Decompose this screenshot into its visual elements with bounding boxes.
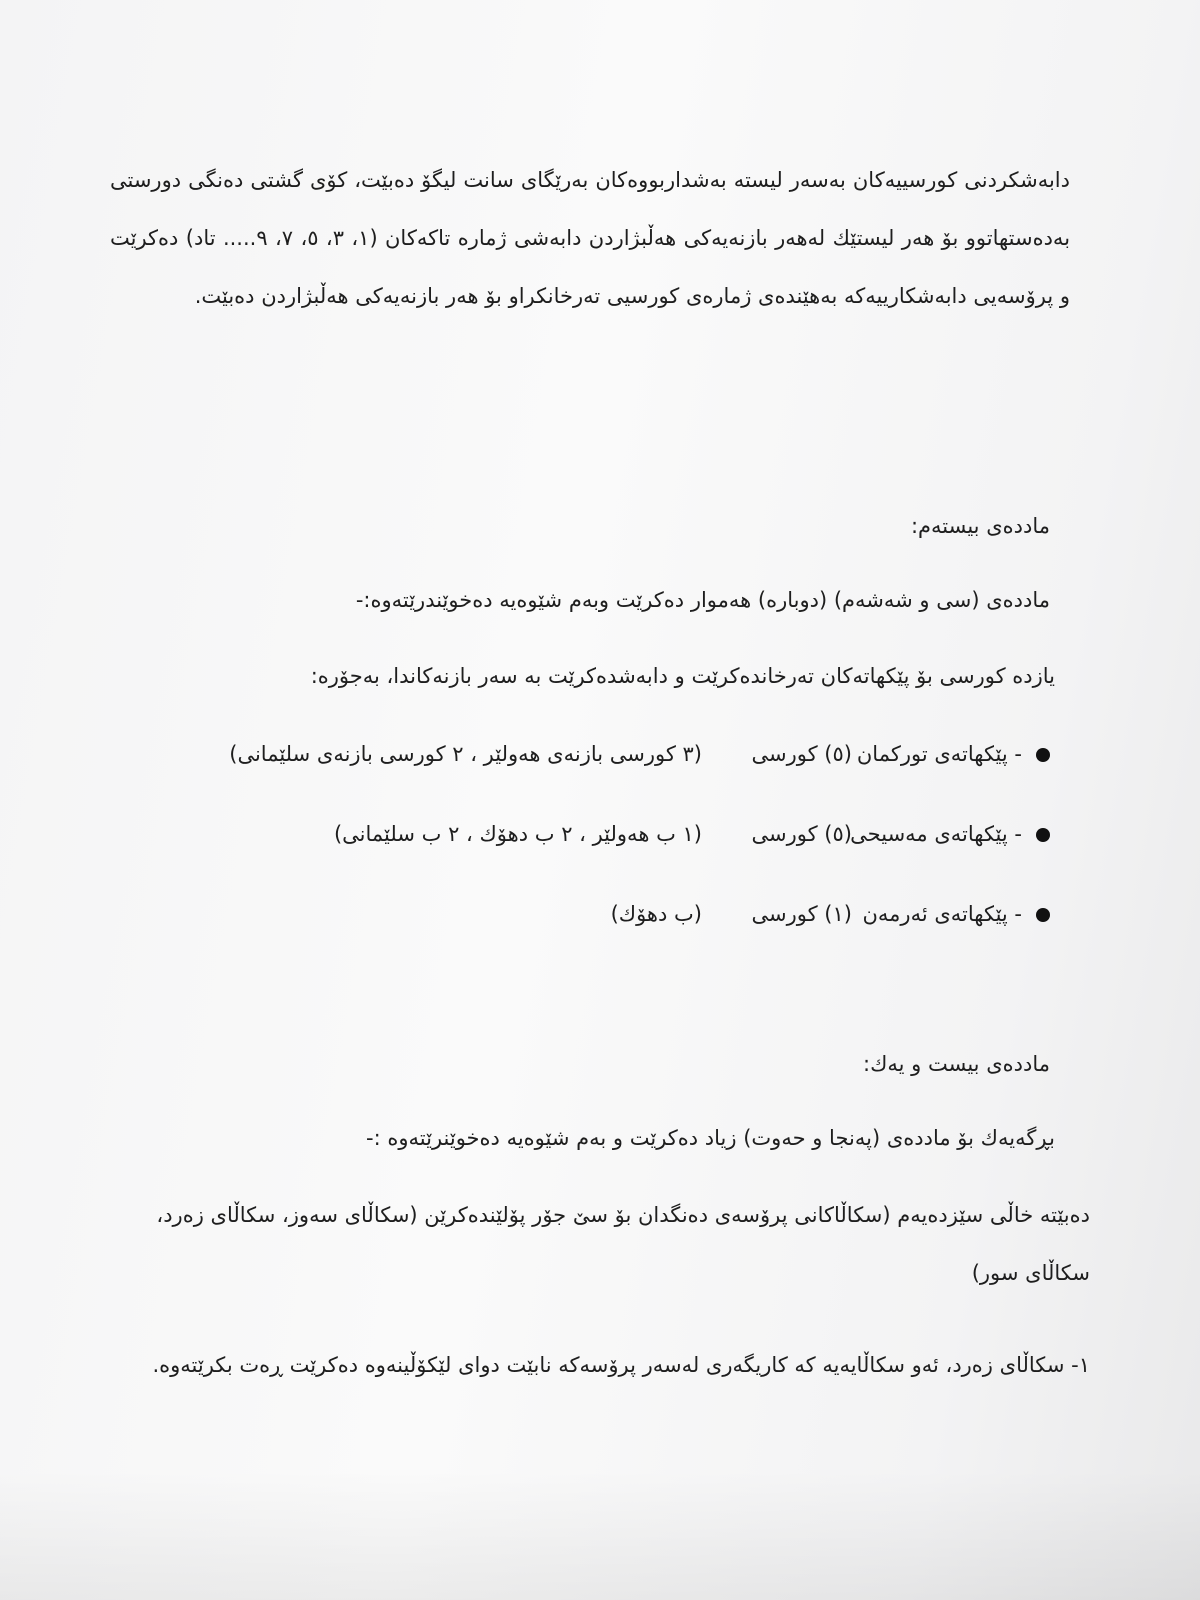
bullet-icon <box>1036 748 1050 762</box>
bullet-item-christian <box>334 822 1050 846</box>
bullet-item-armenian <box>611 902 1050 926</box>
article-21-heading: ماددەی بیست و یەك: <box>863 1052 1050 1076</box>
paragraph-seat-distribution: دابەشکردنی کورسییەکان بەسەر لیستە بەشداربووەکان بەرێگای سانت لیگۆ دەبێت، کۆی گشتی دەنگی دورستی بەدەستهاتوو بۆ هەر لیستێك لەهەر بازنەیەکی هەڵبژاردن دابەشی ژمارە تاکەکان (١، ٣، ٥، ٧، ٩..... تاد) دەکرێت و پرۆسەیی دابەشکارییەکە بەهێندەی ژمارەی کورسیی تەرخانکراو بۆ هەر بازنەیەکی هەڵبژاردن دەبێت. <box>110 168 1071 308</box>
article-20-heading: ماددەی بیستەم: <box>910 514 1050 538</box>
bullet-label: - پێکهاتەی مەسیحی <box>850 822 1022 846</box>
article-20-line2: یازدە کورسی بۆ پێکهاتەکان تەرخاندەکرێت و دابەشدەکرێت بە سەر بازنەکاندا، بەجۆرە: <box>310 664 1055 688</box>
bullet-detail: (ب دهۆك) <box>610 902 702 926</box>
bullet-seats: (١) کورسی <box>751 902 852 926</box>
article-21-line2: دەبێتە خاڵی سێزدەیەم (سکاڵاکانی پرۆسەی دەنگدان بۆ سێ جۆر پۆلێندەکرێن (سکاڵای سەوز، سکاڵای زەرد، سکاڵای سور) <box>156 1203 1090 1285</box>
article-20-line1: ماددەی (سی و شەشەم) (دوبارە) هەموار دەکرێت وبەم شێوەیە دەخوێندرێتەوە:- <box>355 588 1050 612</box>
bullet-icon <box>1036 908 1050 922</box>
article-21-line1: بڕگەیەك بۆ ماددەی (پەنجا و حەوت) زیاد دەکرێت و بەم شێوەیە دەخوێنرێتەوە :- <box>366 1126 1055 1150</box>
bullet-detail: (١ ب هەولێر ، ٢ ب دهۆك ، ٢ ب سلێمانی) <box>333 822 702 846</box>
bullet-icon <box>1036 828 1050 842</box>
bullet-item-turkmen <box>229 742 1050 766</box>
bullet-seats: (٥) کورسی <box>751 822 852 846</box>
bullet-seats: (٥) کورسی <box>751 742 852 766</box>
bullet-label: - پێکهاتەی ئەرمەن <box>862 902 1022 926</box>
bullet-label: - پێکهاتەی تورکمان <box>856 742 1022 766</box>
page-shadow <box>0 1470 1200 1600</box>
article-21-line3: ١- سکاڵای زەرد، ئەو سکاڵایەیە کە کاریگەری لەسەر پرۆسەکە نابێت دوای لێکۆڵینەوە دەکرێت ڕەت بکرێتەوە. <box>152 1353 1090 1377</box>
bullet-detail: (٣ کورسی بازنەی هەولێر ، ٢ کورسی بازنەی سلێمانی) <box>229 742 702 766</box>
